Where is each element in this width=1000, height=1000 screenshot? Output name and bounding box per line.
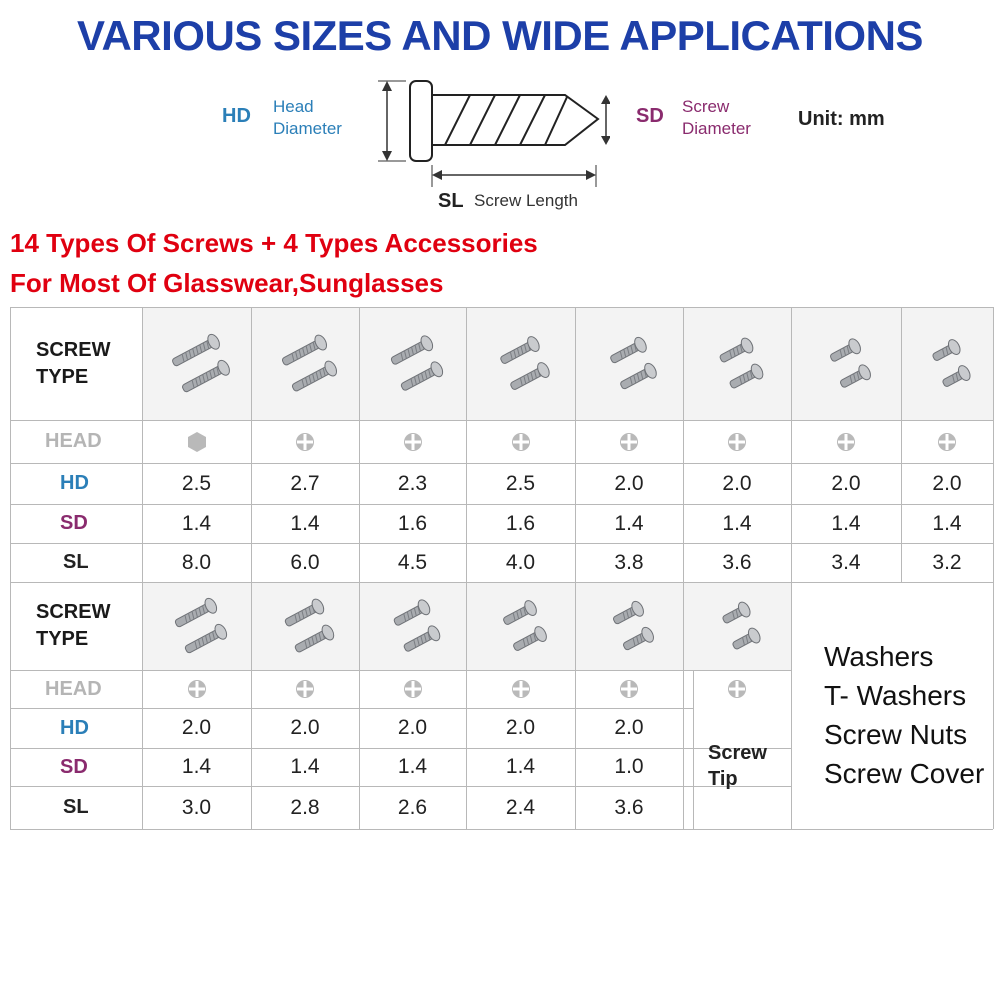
cross-head-icon — [359, 670, 466, 708]
sl-value: 6.0 — [290, 550, 320, 574]
screw-photo — [467, 583, 575, 670]
hex-head-icon — [142, 420, 251, 463]
sd-label: SD — [60, 755, 88, 778]
screw-photo — [252, 583, 359, 670]
cross-head-icon — [251, 670, 359, 708]
sd-value: 1.4 — [290, 755, 320, 778]
sl-value: 3.8 — [614, 550, 644, 574]
grid-line — [466, 307, 467, 582]
head-label: HEAD — [45, 677, 102, 700]
sd-value: 1.4 — [831, 511, 861, 535]
cross-head-icon — [466, 420, 575, 463]
grid-line — [10, 708, 693, 709]
grid-line — [359, 582, 360, 829]
sl-value: 3.6 — [722, 550, 752, 574]
sd-label: SD — [60, 512, 88, 534]
grid-line — [10, 543, 993, 544]
screw-photo — [576, 308, 683, 420]
grid-line — [466, 582, 467, 829]
hd-value: 2.5 — [181, 471, 212, 495]
subtitle-line-2: For Most Of Glasswear,Sunglasses — [10, 268, 444, 298]
hd-value: 2.0 — [614, 716, 644, 739]
sl-value: 2.4 — [505, 795, 536, 819]
sl-value: 3.2 — [932, 550, 962, 574]
sl-abbr: SL — [438, 190, 464, 212]
grid-line — [791, 582, 792, 829]
cross-head-icon — [683, 670, 791, 708]
screw-photo — [143, 308, 251, 420]
grid-line — [693, 670, 694, 829]
screw-tip-line-1: Screw — [708, 742, 767, 764]
screw-photo — [792, 308, 901, 420]
sd-value: 1.4 — [181, 755, 212, 778]
cross-head-icon — [359, 420, 466, 463]
accessory-screw-cover: Screw Cover — [824, 758, 985, 789]
sd-value: 1.4 — [505, 755, 536, 778]
grid-line — [142, 307, 143, 582]
screw-photo — [360, 308, 466, 420]
cross-head-icon — [791, 420, 901, 463]
screw-image-icon — [576, 308, 683, 420]
accessory-screw-nuts: Screw Nuts — [824, 719, 968, 750]
sd-value: 1.6 — [505, 511, 536, 535]
grid-line — [10, 307, 993, 308]
grid-line — [10, 420, 993, 421]
dimension-legend — [0, 75, 1000, 220]
accessory-washers: Washers — [824, 641, 934, 672]
sl-text: Screw Length — [474, 191, 578, 210]
sl-label: SL — [63, 796, 89, 818]
hd-abbr: HD — [222, 105, 251, 127]
grid-line — [10, 748, 693, 749]
sd-text-1: Screw — [682, 97, 730, 116]
grid-line — [10, 582, 11, 829]
grid-line — [10, 829, 993, 830]
grid-line — [251, 582, 252, 829]
screw-image-icon — [467, 583, 575, 670]
screw-image-icon — [252, 308, 359, 420]
cross-head-icon — [901, 420, 993, 463]
grid-line — [10, 463, 993, 464]
cross-head-icon — [251, 420, 359, 463]
hd-value: 2.0 — [831, 471, 861, 495]
grid-line — [575, 307, 576, 582]
sl-value: 3.6 — [614, 795, 644, 819]
head-label: HEAD — [45, 430, 102, 452]
screw-image-icon — [576, 583, 683, 670]
screw-photo — [576, 583, 683, 670]
page-title: VARIOUS SIZES AND WIDE APPLICATIONS — [77, 12, 923, 59]
sl-value: 3.0 — [181, 795, 212, 819]
sl-value: 8.0 — [181, 550, 212, 574]
screw-image-icon — [360, 308, 466, 420]
hd-value: 2.0 — [932, 471, 962, 495]
screw-photo — [467, 308, 575, 420]
cross-head-icon — [575, 420, 683, 463]
screw-photo — [902, 308, 993, 420]
cross-head-icon — [575, 670, 683, 708]
screw-photo — [252, 308, 359, 420]
screw-tip-label — [708, 740, 767, 792]
grid-line — [142, 582, 143, 829]
cross-head-icon — [683, 420, 791, 463]
sl-value: 4.0 — [505, 550, 536, 574]
hd-value: 2.0 — [722, 471, 752, 495]
hd-value: 2.3 — [397, 471, 428, 495]
hd-label: HD — [60, 472, 89, 494]
screw-image-icon — [684, 308, 791, 420]
hd-label: HD — [60, 716, 89, 739]
hd-value: 2.0 — [397, 716, 428, 739]
sl-value: 4.5 — [397, 550, 428, 574]
grid-line — [791, 307, 792, 582]
grid-line — [575, 582, 576, 829]
screw-image-icon — [684, 583, 791, 670]
screw-type-label — [10, 582, 142, 670]
accessory-t-washers: T- Washers — [824, 680, 967, 711]
hd-value: 2.0 — [505, 716, 536, 739]
grid-line — [359, 307, 360, 582]
grid-line — [251, 307, 252, 582]
sl-value: 2.6 — [397, 795, 428, 819]
screw-photo — [360, 583, 466, 670]
grid-line — [901, 307, 902, 582]
screw-photo — [684, 308, 791, 420]
screw-image-icon — [467, 308, 575, 420]
screw-image-icon — [360, 583, 466, 670]
screw-type-label — [10, 307, 142, 420]
subtitle-line-1: 14 Types Of Screws + 4 Types Accessories — [10, 228, 538, 258]
screw-image-icon — [143, 308, 251, 420]
grid-line — [683, 582, 684, 829]
accessories-list — [824, 637, 984, 793]
sd-value: 1.4 — [181, 511, 212, 535]
screw-type-line-1: SCREW — [36, 601, 111, 623]
sl-label: SL — [63, 551, 89, 573]
sd-value: 1.4 — [614, 511, 644, 535]
screw-image-icon — [252, 583, 359, 670]
sd-text-2: Diameter — [682, 119, 751, 138]
screw-photo — [143, 583, 251, 670]
grid-line — [993, 307, 994, 582]
grid-line — [10, 582, 993, 583]
grid-line — [10, 504, 993, 505]
hd-text-1: Head — [273, 97, 314, 116]
hd-value: 2.7 — [290, 471, 320, 495]
hd-value: 2.5 — [505, 471, 536, 495]
screw-type-line-2: TYPE — [36, 628, 89, 650]
screw-photo — [684, 583, 791, 670]
sl-value: 2.8 — [290, 795, 320, 819]
screw-image-icon — [143, 583, 251, 670]
screw-image-icon — [792, 308, 901, 420]
sd-value: 1.4 — [722, 511, 752, 535]
screw-type-line-2: TYPE — [36, 365, 89, 388]
hd-value: 2.0 — [181, 716, 212, 739]
sd-value: 1.4 — [932, 511, 962, 535]
sl-value: 3.4 — [831, 550, 861, 574]
grid-line — [993, 582, 994, 829]
hd-text-2: Diameter — [273, 119, 342, 138]
grid-line — [10, 786, 693, 787]
screw-type-line-1: SCREW — [36, 338, 111, 361]
grid-line — [10, 307, 11, 582]
sd-abbr: SD — [636, 105, 664, 127]
screw-image-icon — [902, 308, 993, 420]
sd-value: 1.4 — [397, 755, 428, 778]
sd-value: 1.4 — [290, 511, 320, 535]
hd-value: 2.0 — [614, 471, 644, 495]
sd-value: 1.6 — [397, 511, 428, 535]
cross-head-icon — [466, 670, 575, 708]
hd-value: 2.0 — [290, 716, 320, 739]
unit-label: Unit: mm — [798, 108, 885, 130]
grid-line — [683, 307, 684, 582]
grid-line — [10, 670, 791, 671]
cross-head-icon — [142, 670, 251, 708]
sd-value: 1.0 — [614, 755, 644, 778]
screw-tip-line-2: Tip — [708, 768, 738, 790]
